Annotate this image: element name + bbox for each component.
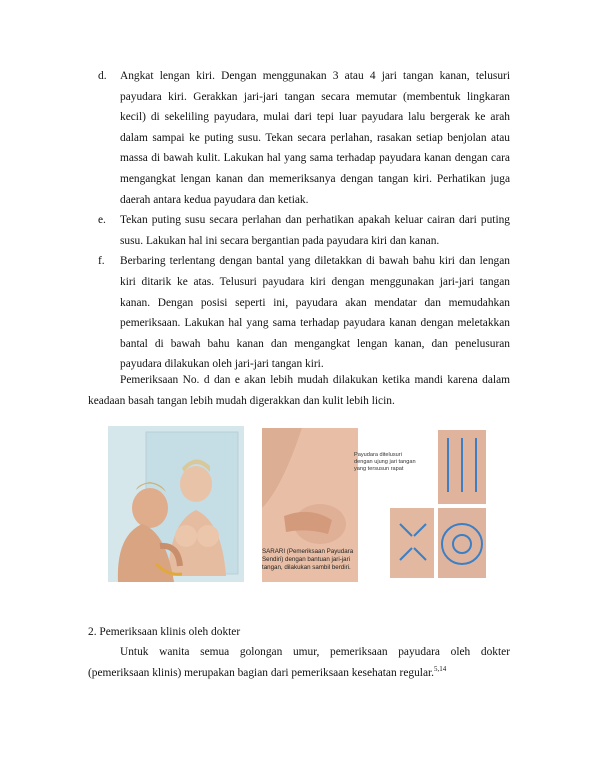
- list-item-text: Berbaring terlentang dengan bantal yang diletakkan di bawah bahu kiri dan lengan kiri ditarik ke atas. Telusuri payudara kiri dengan menggunakan jari-jari tangan kanan. Dengan posisi seperti ini, payudara akan mendatar dan memudahkan pemeriksaan. Lakukan hal yang sama terhadap payudara kanan dengan meletakkan bantal di bawah bahu kanan dan mengangkat lengan kanan, dan penelusuran payudara dilakukan oleh jari-jari tangan kiri.: [120, 255, 510, 371]
- paragraph-clinical: [88, 642, 510, 683]
- reference-superscript: 5,14: [434, 664, 447, 673]
- mirror-self-exam-illustration: [108, 426, 244, 582]
- section-heading: 2. Pemeriksaan klinis oleh dokter: [88, 626, 241, 638]
- paragraph-clinical-text: Untuk wanita semua golongan umur, pemeriksaan payudara oleh dokter (pemeriksaan klinis) merupakan bagian dari pemeriksaan kesehatan regular.: [88, 646, 510, 679]
- list-item-text: Angkat lengan kiri. Dengan menggunakan 3 atau 4 jari tangan kanan, telusuri payudara kiri. Gerakkan jari-jari tangan secara memutar (membentuk lingkaran kecil) di sekeliling payudara, mulai dari tepi luar payudara lalu bergerak ke arah dalam sampai ke puting susu. Tekan secara perlahan, rasakan setiap benjolan atau massa di bawah kulit. Lakukan hal yang sama terhadap payudara kanan dengan cara mengangkat lengan kanan dan memeriksanya dengan tangan kiri. Perhatikan juga daerah antara kedua payudara dan ketiak.: [120, 70, 510, 206]
- inset-label: Payudara ditelusuri dengan ujung jari tangan yang tersusun rapat: [354, 452, 416, 472]
- list-marker: e.: [98, 214, 106, 227]
- figure-caption: SARARI (Pemeriksaan Payudara Sendiri) dengan bantuan jari-jari tangan, dilakukan sambil berdiri.: [262, 548, 354, 571]
- list-item: [98, 210, 510, 251]
- list-item: [98, 251, 510, 375]
- palpation-illustration: [262, 428, 538, 582]
- paragraph-note: Pemeriksaan No. d dan e akan lebih mudah dilakukan ketika mandi karena dalam keadaan basah tangan lebih mudah digerakkan dan kulit lebih licin.: [88, 374, 510, 407]
- list-item: [98, 66, 510, 210]
- figure-block: [108, 426, 434, 606]
- list-item-text: Tekan puting susu secara perlahan dan perhatikan apakah keluar cairan dari puting susu. Lakukan hal ini secara bergantian pada payudara kiri dan kanan.: [120, 214, 510, 247]
- list-marker: d.: [98, 70, 107, 82]
- instruction-list: [98, 66, 510, 375]
- list-marker: f.: [98, 255, 105, 268]
